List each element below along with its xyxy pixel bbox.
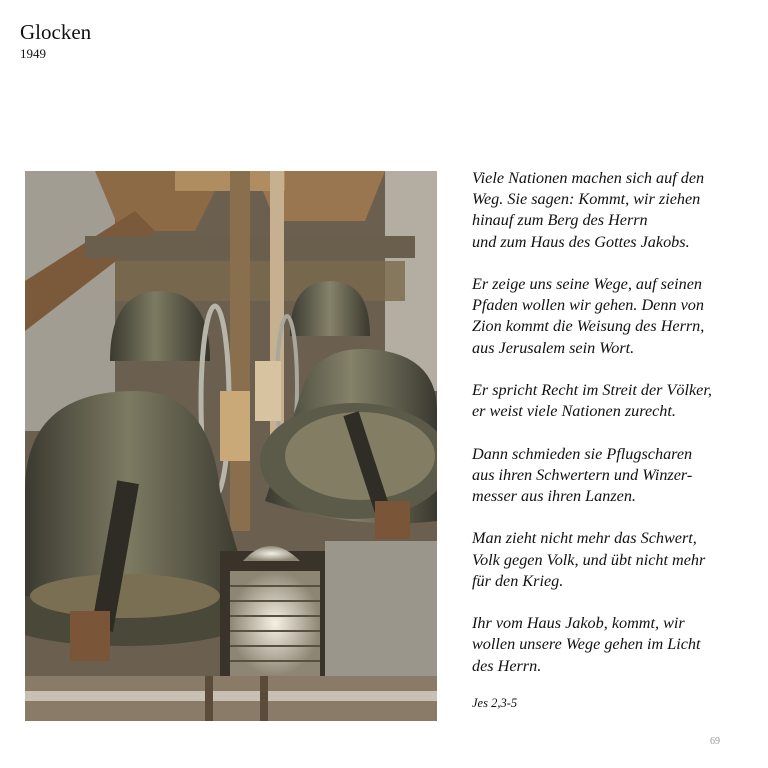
verse-line: wollen unsere Wege gehen im Licht [472, 635, 701, 654]
verse-line: Er spricht Recht im Streit der Völker, [472, 381, 712, 399]
page-number: 69 [710, 736, 720, 747]
verse-line: hinauf zum Berg des Herrn [472, 211, 648, 230]
verse-stanza [472, 528, 762, 592]
verse-line: Zion kommt die Weisung des Herrn, [472, 317, 705, 336]
verse-line: Ihr vom Haus Jakob, kommt, wir [472, 614, 685, 633]
verse-line: für den Krieg. [472, 571, 564, 590]
verse-line: Pfaden wollen wir gehen. Denn von [472, 296, 704, 315]
verse-line: Dann schmieden sie Pflugscharen [472, 444, 693, 463]
verse-line: und zum Haus des Gottes Jakobs. [472, 232, 690, 251]
scripture-verse [472, 168, 762, 698]
page-subtitle-year: 1949 [20, 46, 46, 61]
verse-line: er weist viele Nationen zurecht. [472, 402, 676, 421]
verse-stanza [472, 168, 762, 253]
verse-line: des Herrn. [472, 656, 542, 675]
scripture-reference: Jes 2,3-5 [472, 696, 518, 710]
verse-stanza [472, 444, 762, 508]
verse-line: Volk gegen Volk, und übt nicht mehr [472, 550, 706, 569]
verse-stanza [472, 274, 762, 359]
verse-line: Man zieht nicht mehr das Schwert, [472, 529, 697, 548]
verse-line: messer aus ihren Lanzen. [472, 487, 636, 505]
bells-photo [25, 171, 437, 721]
verse-line: Viele Nationen machen sich auf den [472, 169, 705, 187]
verse-line: aus Jerusalem sein Wort. [472, 338, 635, 357]
page-title: Glocken [20, 20, 92, 44]
verse-stanza [472, 380, 762, 422]
verse-line: Weg. Sie sagen: Kommt, wir ziehen [472, 190, 701, 209]
church-bells-photo-icon [25, 171, 437, 721]
verse-line: aus ihren Schwertern und Winzer- [472, 465, 693, 484]
verse-line: Er zeige uns seine Wege, auf seinen [472, 275, 703, 293]
verse-stanza [472, 613, 762, 677]
